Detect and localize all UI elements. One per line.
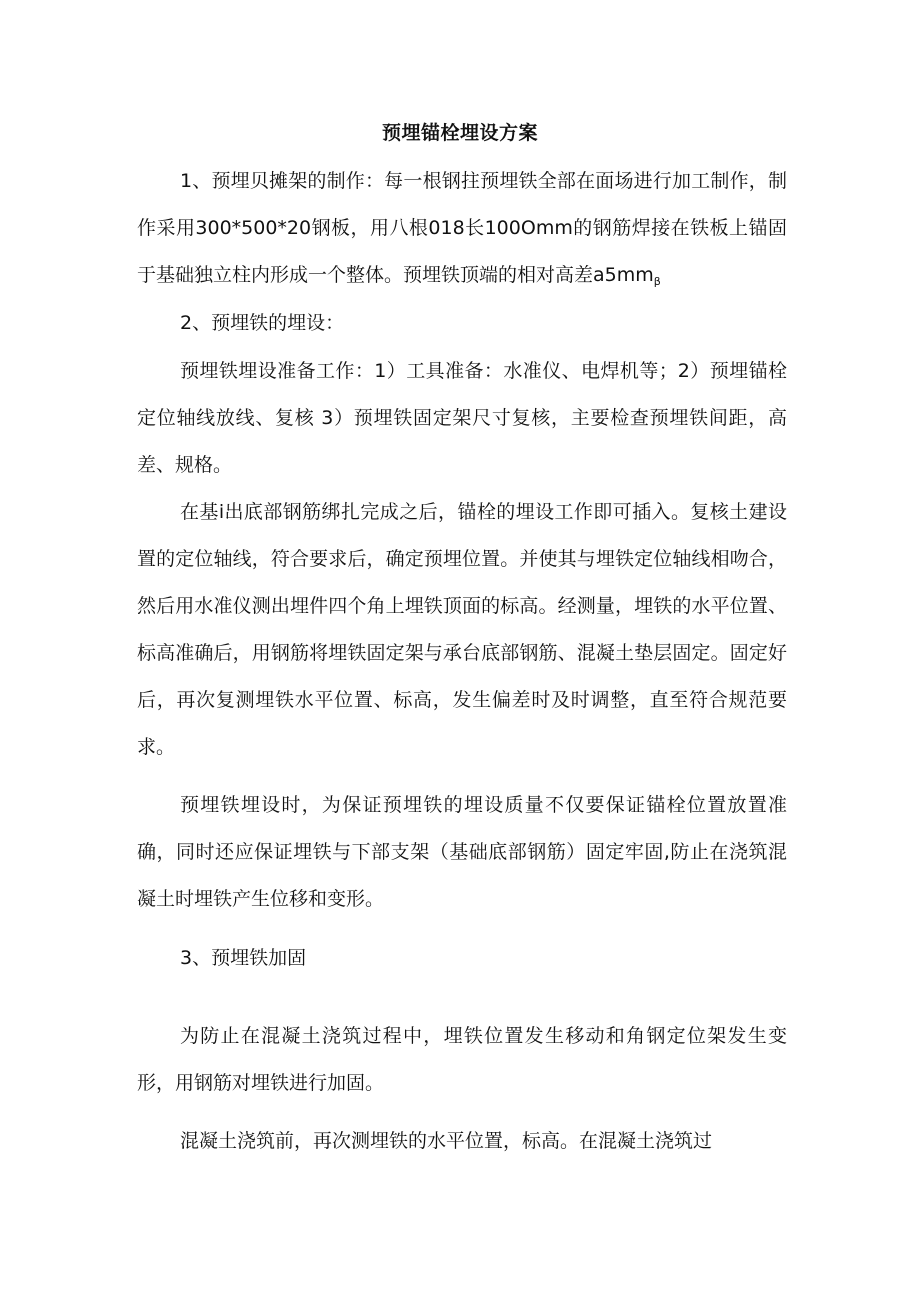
paragraph-quality-assurance: 预埋铁埋设时，为保证预埋铁的埋设质量不仅要保证锚栓位置放置准确，同时还应保证埋铁与下部支架（基础底部钢筋）固定牢固,防止在浇筑混凝土时埋铁产生位移和变形。 bbox=[137, 794, 787, 910]
paragraph-anchor-frame-fabrication bbox=[137, 158, 787, 305]
paragraph-embedding-procedure: 在基i出底部钢筋绑扎完成之后，锚栓的埋设工作即可插入。复核土建设置的定位轴线，符合要求后，确定预埋位置。并使其与埋铁定位轴线相吻合，然后用水准仪测出埋件四个角上埋铁顶面的标高。经测量，埋铁的水平位置、标高准确后，用钢筋将埋铁固定架与承台底部钢筋、混凝土垫层固定。固定好后，再次复测埋铁水平位置、标高，发生偏差时及时调整，直至符合规范要求。 bbox=[137, 501, 787, 758]
paragraph-text: 1、预埋贝摊架的制作：每一根钢拄预埋铁全部在面场进行加工制作，制作采用300*500*20钢板，用八根018长100Omm的钢筋焊接在铁板上锚固于基础独立柱内形成一个整体。预埋铁顶端的相对高差a5mm bbox=[137, 170, 787, 286]
section-heading-embedding: 2、预埋铁的埋设： bbox=[180, 312, 345, 334]
paragraph-preparation: 预埋铁埋设准备工作：1）工具准备：水准仪、电焊机等；2）预埋锚栓定位轴线放线、复核 3）预埋铁固定架尺寸复核，主要检查预埋铁间距，高差、规格。 bbox=[137, 360, 787, 476]
document-title: 预埋锚栓埋设方案 bbox=[381, 122, 538, 144]
paragraph-reinforcement: 为防止在混凝土浇筑过程中，埋铁位置发生移动和角钢定位架发生变形，用钢筋对埋铁进行加固。 bbox=[137, 1025, 787, 1094]
paragraph-suffix: β bbox=[653, 275, 661, 288]
section-heading-reinforcement: 3、预埋铁加固 bbox=[180, 947, 307, 969]
paragraph-pre-pour-check: 混凝土浇筑前，再次测埋铁的水平位置，标高。在混凝土浇筑过 bbox=[180, 1130, 713, 1152]
